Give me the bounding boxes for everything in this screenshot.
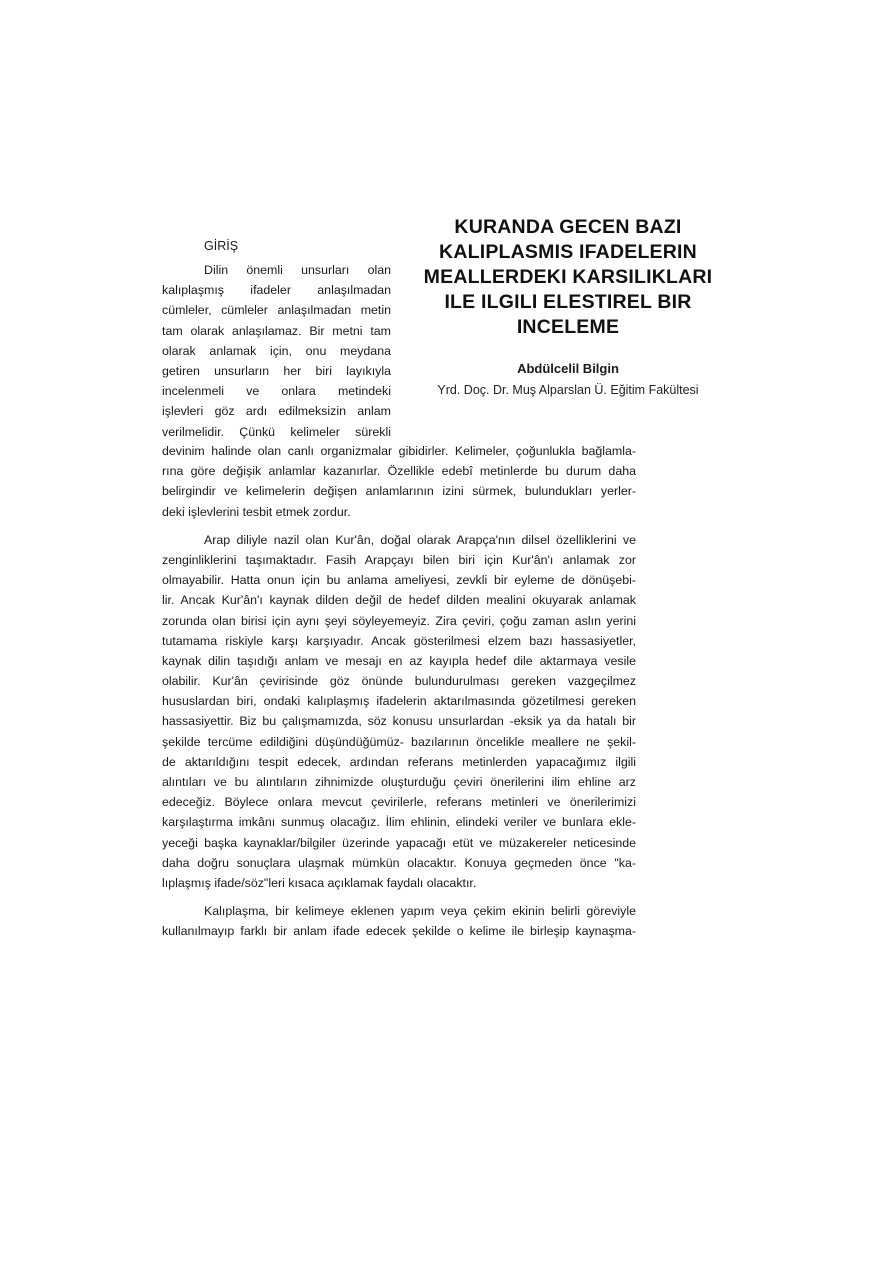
text-line: lıplaşmış ifade/söz"leri kısaca açıklamak faydalı olacaktır. bbox=[162, 875, 477, 890]
text-line: devinim halinde olan canlı organizmalar gibidirler. Kelimeler, çoğunlukla bağlamla- bbox=[162, 444, 636, 458]
text-line: de aktarıldığını tespit edecek, ardından referans metinlerden yapacağımız ilgili bbox=[162, 754, 636, 769]
column-line: incelenmeli ve onlara metindeki bbox=[162, 384, 391, 399]
text-line: belirgindir ve kelimelerin değişen anlamlarının izini sürmek, bulundukları yerler- bbox=[162, 484, 636, 499]
text-line: yeceği başka kaynaklar/bilgiler üzerinde yapacağı etüt ve müzakereler neticesinde bbox=[162, 835, 636, 850]
text-line: karşılaştırma imkânı sunmuş olacağız. İlim ehlinin, elindeki veriler ve bunlara ekle- bbox=[162, 815, 636, 830]
text-line: zenginliklerini taşımaktadır. Fasih Arapçayı bilen biri için Kur'ân'ı anlamak zor bbox=[162, 552, 636, 567]
article-header bbox=[418, 215, 718, 399]
column-line: işlevleri göz ardı edilmeksizin anlam bbox=[162, 404, 391, 419]
paragraph-3 bbox=[162, 901, 636, 941]
text-line: şekilde tercüme edildiğini düşündüğümüz- bazılarının öncelikle meallere ne şekil- bbox=[162, 734, 636, 749]
text-line: alıntıları ve bu alıntıların zihnimizde oluşturduğu çeviri önerilerini ilim ehline arz bbox=[162, 775, 636, 789]
text-line: edeceğiz. Böylece onlara mevcut çevirilerle, referans metinleri ve önerilerimizi bbox=[162, 795, 636, 810]
section-heading: GİRİŞ bbox=[204, 239, 239, 253]
text-line: hassasiyettir. Biz bu çalışmamızda, söz konusu unsurlardan -eksik ya da hatalı bir bbox=[162, 714, 636, 729]
title-line: MEALLERDEKI KARSILIKLARI bbox=[423, 266, 713, 288]
column-line: cümleler, cümleler anlaşılmadan metin bbox=[162, 303, 391, 318]
text-line: olmayabilir. Hatta onun için bu anlama ameliyesi, zevkli bir eyleme de dönüşebi- bbox=[162, 573, 636, 588]
text-line: kullanılmayıp farklı bir anlam ifade edecek şekilde o kelime ile birleşip kaynaşma- bbox=[162, 924, 636, 939]
paragraph-2 bbox=[162, 530, 636, 893]
column-line: getiren unsurların her biri layıkıyla bbox=[162, 363, 391, 378]
column-line: Dilin önemli unsurları olan bbox=[204, 263, 391, 277]
text-line: zorunda olan birisi için aynı şeyi söyleyemeyiz. Zira çeviri, çoğu zaman aslın yerini bbox=[162, 613, 636, 628]
text-line: daha doğru sonuçlara ulaşmak mümkün olacaktır. Konuya geçmeden önce "ka- bbox=[162, 855, 636, 870]
text-line: tutamama riskiyle karşı karşıyadır. Ancak gösterilmesi elzem bazı hassasiyetler, bbox=[162, 633, 636, 648]
text-line: Kalıplaşma, bir kelimeye eklenen yapım veya çekim ekinin belirli göreviyle bbox=[204, 904, 636, 919]
text-line: olabilir. Kur'ân çevirisinde göz önünde bulundurulması gereken vazgeçilmez bbox=[162, 674, 636, 689]
body-text bbox=[162, 441, 636, 942]
title-line: INCELEME bbox=[516, 316, 620, 338]
text-line: Arap diliyle nazil olan Kur'ân, doğal olarak Arapça'nın dilsel özelliklerini ve bbox=[204, 532, 636, 547]
intro-column bbox=[162, 236, 391, 442]
author-affiliation: Yrd. Doç. Dr. Muş Alparslan Ü. Eğitim Fakültesi bbox=[437, 383, 699, 397]
text-line: lir. Ancak Kur'ân'ı kaynak dilden değil de hedef dilden mealini okuyarak anlamak bbox=[162, 593, 636, 608]
title-line: ILE ILGILI ELESTIREL BIR bbox=[444, 291, 692, 313]
text-line: rına göre değişik anlamlar kazanırlar. Özellikle edebî metinlerde bu durum daha bbox=[162, 464, 636, 479]
paragraph-1 bbox=[162, 441, 636, 522]
author-name: Abdülcelil Bilgin bbox=[517, 361, 619, 376]
column-line: olarak anlamak için, onu meydana bbox=[162, 343, 391, 358]
article-title bbox=[418, 215, 718, 340]
text-line: kaynak dilin taşıdığı anlam ve mesajı en az kayıpla hedef dile aktarmaya vesile bbox=[162, 653, 636, 668]
column-line: verilmelidir. Çünkü kelimeler sürekli bbox=[162, 424, 391, 439]
text-line: deki işlevlerini tesbit etmek zordur. bbox=[162, 504, 351, 519]
title-line: KALIPLASMIS IFADELERIN bbox=[439, 241, 697, 263]
column-line: kalıplaşmış ifadeler anlaşılmadan bbox=[162, 283, 391, 298]
column-line: tam olarak anlaşılamaz. Bir metni tam bbox=[162, 323, 391, 338]
text-line: hususlardan biri, ondaki kalıplaşmış ifadelerin aktarılmasında gözetilmesi gereken bbox=[162, 694, 636, 709]
title-line: KURANDA GECEN BAZI bbox=[454, 216, 682, 238]
